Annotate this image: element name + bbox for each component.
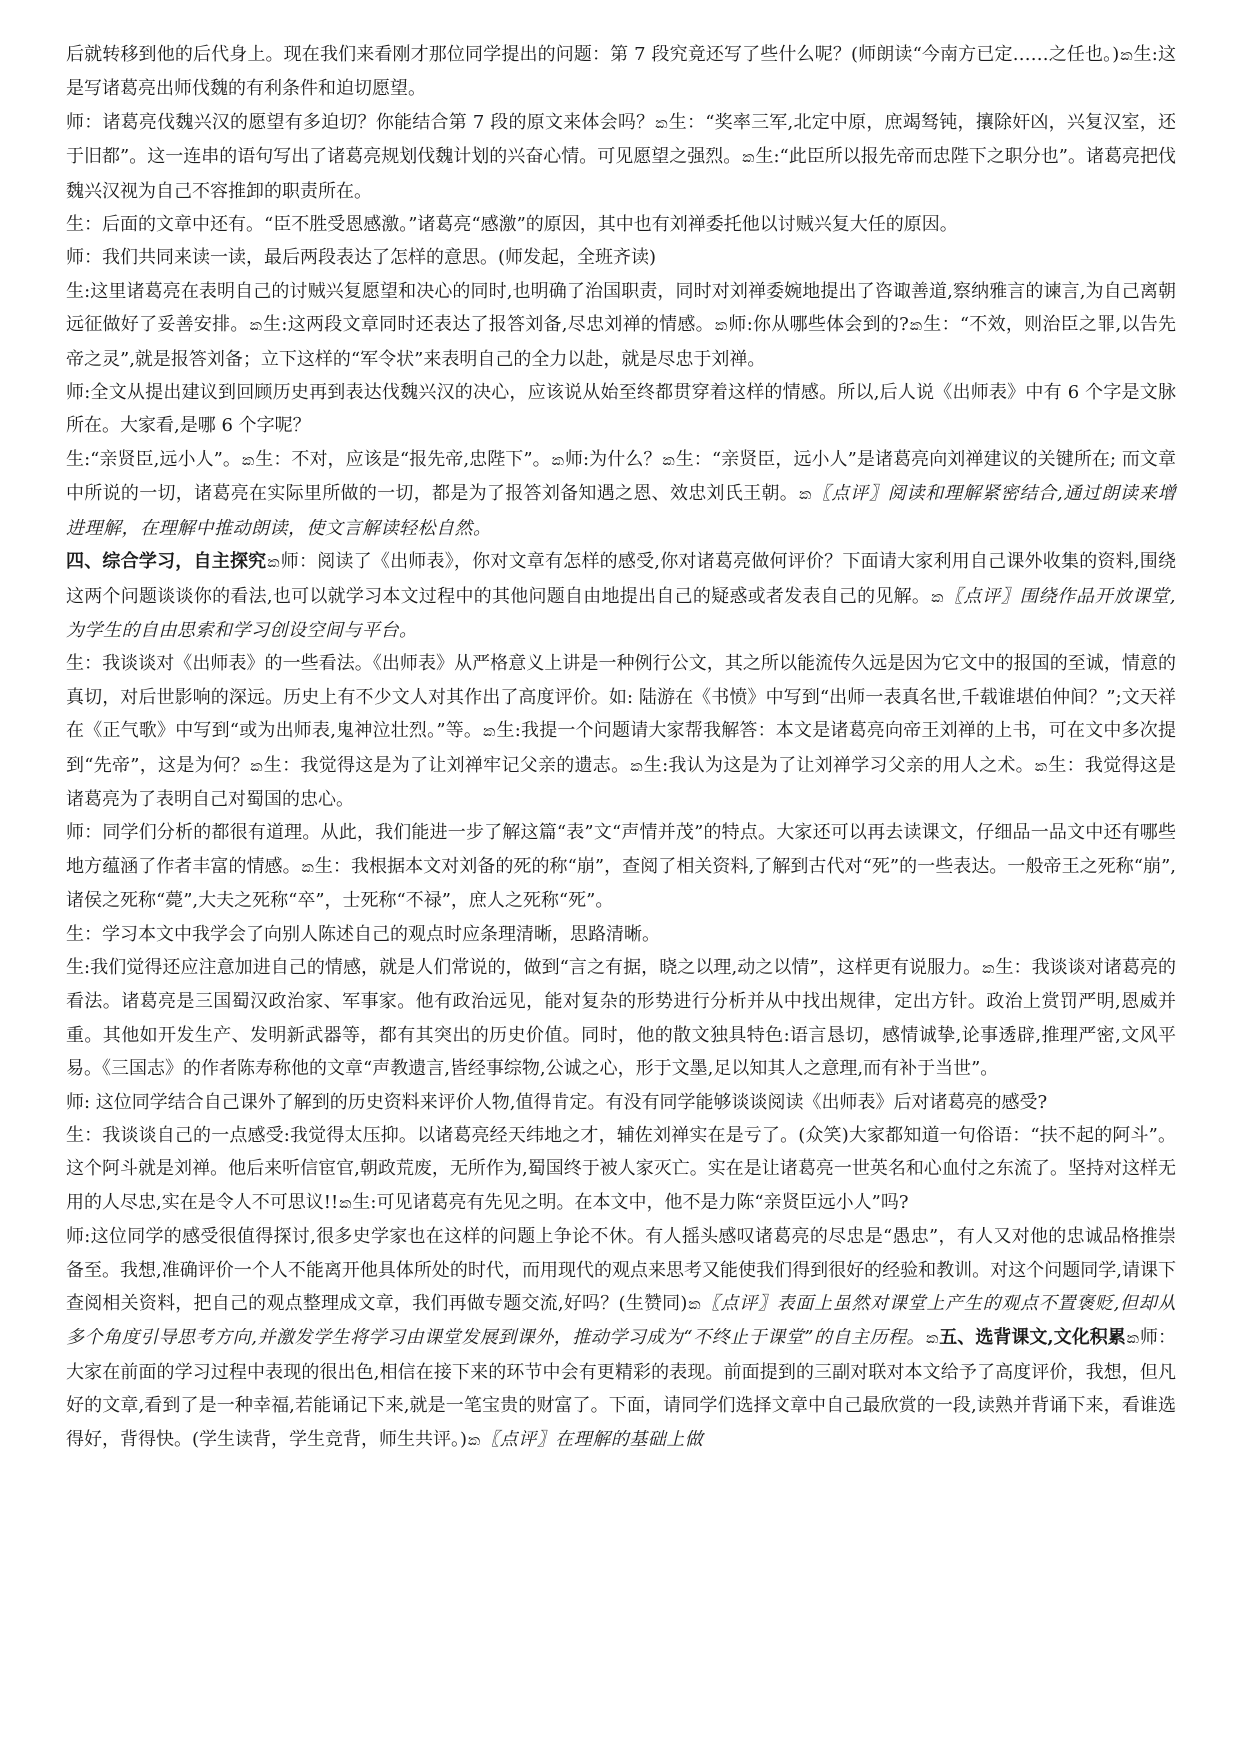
body-text: 生：我谈谈对诸葛亮的看法。诸葛亮是三国蜀汉政治家、军事家。他有政治远见，能对复杂的形势进行分析并从中找出规律，定出方针。政治上赏罚严明,恩威并重。其他如开发生产、发明新武器等，都有其突出的历史价值。同时，他的散文独具特色:语言恳切，感情诚挚,论事透辟,推理严密,文风平易。《三国志》的作者陈寿称他的文章“声教遗言,皆经事综物,公诚之心，形于文墨,足以知其人之意理,而有补于当世”。 (66, 956, 1176, 1080)
body-text: 生:这两段文章同时还表达了报答刘备,尽忠刘禅的情感。 (262, 314, 714, 336)
commentary-text: 〖点评〗表面上虽然对课堂上产生的观点不置褒贬,但却从多个角度引导思考方向,并激发学生将学习由课堂发展到课外，推动学习成为“不终止于课堂”的自主历程。 (66, 1293, 1176, 1349)
paragraph-marker-glyph: ක (982, 958, 995, 977)
paragraph (66, 816, 1176, 917)
paragraph-marker-glyph: ක (468, 1430, 481, 1449)
paragraph-marker-glyph: ක (249, 316, 262, 335)
body-text: 生：我觉得这是诸葛亮为了表明自己对蜀国的忠心。 (66, 754, 1177, 810)
paragraph-marker-glyph: ක (662, 450, 675, 469)
paragraph (66, 1119, 1176, 1220)
commentary-text: 〖点评〗阅读和理解紧密结合,通过朗读来增进理解，在理解中推动朗读，使文言解读轻松自然。 (66, 483, 1176, 539)
body-text: 师:这位同学的感受很值得探讨,很多史学家也在这样的问题上争论不休。有人摇头感叹诸葛亮的尽忠是“愚忠”，有人又对他的忠诚品格推崇备至。我想,准确评价一个人不能离开他具体所处的时代，而用现代的观点来思考又能使我们得到很好的经验和教训。对这个问题同学,请课下查阅相关资料，把自己的观点整理成文章，我们再做专题交流,好吗？(生赞同) (66, 1226, 1176, 1315)
paragraph-marker-glyph: ක (742, 148, 755, 167)
body-text: 生：我谈谈自己的一点感受:我觉得太压抑。以诸葛亮经天纬地之才，辅佐刘禅实在是亏了。(众笑)大家都知道一句俗语：“扶不起的阿斗”。这个阿斗就是刘禅。他后来听信宦官,朝政荒废，无所作为,蜀国终于被人家灭亡。实在是让诸葛亮一世英名和心血付之东流了。坚持对这样无用的人尽忠,实在是令人不可思议!! (66, 1125, 1176, 1213)
body-text: 生：“不效，则治臣之罪,以告先帝之灵”,就是报答刘备；立下这样的“军令状”来表明自己的全力以赴，就是尽忠于刘禅。 (66, 314, 1176, 370)
body-text: 生:这是写诸葛亮出师伐魏的有利条件和迫切愿望。 (66, 44, 1176, 100)
section-heading: 五、选背课文,文化积累 (939, 1327, 1126, 1349)
paragraph-marker-glyph: ක (1126, 1329, 1139, 1348)
paragraph (66, 647, 1176, 816)
section-heading: 四、综合学习，自主探究 (66, 551, 267, 573)
paragraph (66, 376, 1176, 443)
paragraph-marker-glyph: ක (483, 722, 496, 741)
paragraph-marker-glyph: ක (1120, 46, 1133, 64)
body-text: 师: 这位同学结合自己课外了解到的历史资料来评价人物,值得肯定。有没有同学能够谈谈阅读《出师表》后对诸葛亮的感受? (66, 1091, 1048, 1113)
paragraph (66, 951, 1176, 1086)
paragraph (66, 275, 1176, 376)
commentary-text: 〖点评〗在理解的基础上做 (481, 1428, 704, 1450)
body-text: 师：阅读了《出师表》，你对文章有怎样的感受,你对诸葛亮做何评价？下面请大家利用自己课外收集的资料,围绕这两个问题谈谈你的看法,也可以就学习本文过程中的其他问题自由地提出自己的疑惑或者发表自己的见解。 (66, 551, 1176, 607)
body-text: 生:“亲贤臣,远小人”。 (66, 448, 241, 470)
paragraph-marker-glyph: ක (688, 1295, 701, 1314)
paragraph (66, 918, 1176, 951)
body-text: 生:我认为这是为了让刘禅学习父亲的用人之术。 (643, 754, 1034, 776)
body-text: 生：后面的文章中还有。“臣不胜受恩感激。”诸葛亮“感激”的原因，其中也有刘禅委托他以讨贼兴复大任的原因。 (66, 214, 958, 236)
body-text: 生:我提一个问题请大家帮我解答：本文是诸葛亮向帝王刘禅的上书，可在文中多次提到“先帝”，这是为何？ (66, 720, 1177, 776)
paragraph-marker-glyph: ක (926, 1329, 939, 1348)
paragraph (66, 1086, 1176, 1119)
paragraph-marker-glyph: ක (267, 553, 280, 572)
paragraph (66, 38, 1176, 106)
paragraph-marker-glyph: ක (250, 756, 263, 775)
body-text: 后就转移到他的后代身上。现在我们来看刚才那位同学提出的问题：第 7 段究竟还写了些什么呢？(师朗读“今南方已定……之任也。) (66, 44, 1120, 65)
paragraph-marker-glyph: ක (909, 316, 923, 335)
body-text: 生：我根据本文对刘备的死的称“崩”，查阅了相关资料,了解到古代对“死”的一些表达。一般帝王之死称“崩”,诸侯之死称“薨”,大夫之死称“卒”，士死称“不禄”，庶人之死称“死”。 (66, 855, 1176, 912)
commentary-text: 〖点评〗围绕作品开放课堂,为学生的自由思索和学习创设空间与平台。 (66, 585, 1176, 641)
paragraph (66, 241, 1176, 274)
paragraph-marker-glyph: ක (1034, 756, 1048, 775)
body-text: 师：诸葛亮伐魏兴汉的愿望有多迫切？你能结合第 7 段的原文来体会吗？ (66, 111, 655, 133)
body-text: 生:我们觉得还应注意加进自己的情感，就是人们常说的，做到“言之有据，晓之以理,动之以情”，这样更有说服力。 (66, 956, 982, 978)
paragraph-marker-glyph: ක (551, 450, 564, 469)
document-page (66, 38, 1176, 1457)
paragraph-marker-glyph: ක (242, 450, 255, 469)
paragraph-marker-glyph: ක (655, 113, 668, 132)
body-text: 生:这里诸葛亮在表明自己的讨贼兴复愿望和决心的同时,也明确了治国职责，同时对刘禅委婉地提出了咨诹善道,察纳雅言的谏言,为自己离朝远征做好了妥善安排。 (66, 280, 1176, 336)
body-text: 师:为什么？ (564, 448, 662, 470)
body-text: 师：同学们分析的都很有道理。从此，我们能进一步了解这篇“表”文“声情并茂”的特点。大家还可以再去读课文，仔细品一品文中还有哪些地方蕴涵了作者丰富的情感。 (66, 822, 1176, 877)
paragraph-marker-glyph: ක (301, 857, 314, 876)
body-text: 生：我觉得这是为了让刘禅牢记父亲的遗志。 (263, 754, 630, 776)
paragraph-marker-glyph: ක (714, 316, 728, 335)
body-text: 生：学习本文中我学会了向别人陈述自己的观点时应条理清晰，思路清晰。 (66, 923, 660, 945)
body-text: 师:全文从提出建议到回顾历史再到表达伐魏兴汉的决心，应该说从始至终都贯穿着这样的情感。所以,后人说《出师表》中有 6 个字是文脉所在。大家看,是哪 6 个字呢？ (66, 382, 1176, 437)
paragraph-marker-glyph: ක (931, 587, 944, 606)
body-text: 生:可见诸葛亮有先见之明。在本文中，他不是力陈“亲贤臣远小人”吗? (352, 1191, 909, 1213)
paragraph (66, 208, 1176, 241)
paragraph (66, 545, 1176, 647)
paragraph (66, 443, 1176, 545)
paragraph (66, 1220, 1176, 1457)
body-text: 生:“此臣所以报先帝而忠陛下之职分也”。诸葛亮把伐魏兴汉视为自己不容推卸的职责所在。 (66, 146, 1177, 202)
body-text: 师：大家在前面的学习过程中表现的很出色,相信在接下来的环节中会有更精彩的表现。前面提到的三副对联对本文给予了高度评价，我想，但凡好的文章,看到了是一种幸福,若能诵记下来,就是一笔宝贵的财富了。下面，请同学们选择文章中自己最欣赏的一段,读熟并背诵下来，看谁选得好，背得快。(学生读背，学生竞背，师生共评。) (66, 1327, 1177, 1450)
paragraph (66, 106, 1176, 208)
paragraph-marker-glyph: ක (339, 1193, 352, 1212)
body-text: 生：“亲贤臣，远小人”是诸葛亮向刘禅建议的关键所在; 而文章中所说的一切，诸葛亮在实际里所做的一切，都是为了报答刘备知遇之恩、效忠刘氏王朝。 (66, 448, 1176, 505)
body-text: 师:你从哪些体会到的? (728, 314, 909, 336)
body-text: 生：“奖率三军,北定中原，庶竭驽钝，攘除奸凶，兴复汉室，还于旧都”。这一连串的语句写出了诸葛亮规划伐魏计划的兴奋心情。可见愿望之强烈。 (66, 111, 1176, 168)
paragraph-marker-glyph: ක (799, 485, 812, 504)
body-text: 师：我们共同来读一读，最后两段表达了怎样的意思。(师发起，全班齐读) (66, 247, 657, 269)
body-text: 生：我谈谈对《出师表》的一些看法。《出师表》从严格意义上讲是一种例行公文，其之所以能流传久远是因为它文中的报国的至诚，情意的真切，对后世影响的深远。历史上有不少文人对其作出了高度评价。如: 陆游在《书愤》中写到“出师一表真名世,千载谁堪伯仲间？”;文天祥在《正气歌》中写到“或为出师表,鬼神泣壮烈。”等。 (66, 653, 1176, 742)
paragraph-marker-glyph: ක (630, 756, 643, 775)
body-text: 生：不对，应该是“报先帝,忠陛下”。 (255, 448, 551, 470)
